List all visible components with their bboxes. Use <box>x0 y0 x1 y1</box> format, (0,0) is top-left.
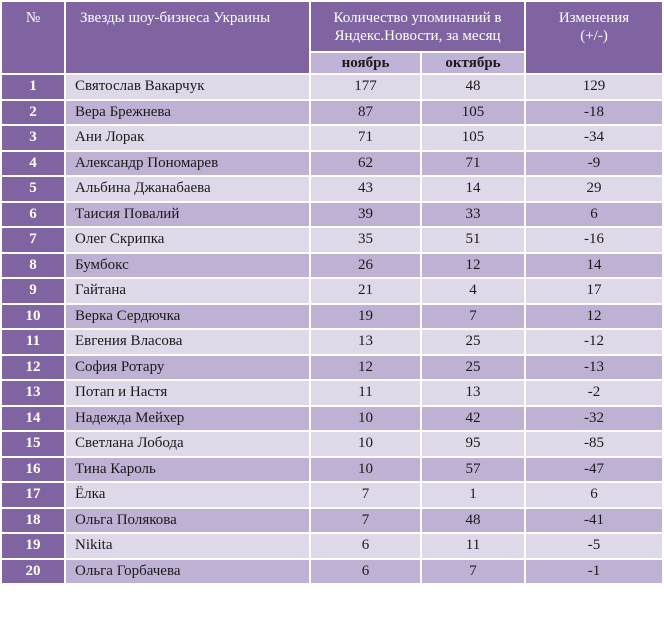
row-number: 6 <box>1 202 65 228</box>
celebrity-name: Ёлка <box>65 482 310 508</box>
table-row <box>1 125 663 151</box>
mentions-november: 10 <box>310 431 421 457</box>
table-row <box>1 559 663 585</box>
row-number: 2 <box>1 100 65 126</box>
celebrity-name: София Ротару <box>65 355 310 381</box>
mentions-november: 11 <box>310 380 421 406</box>
mentions-change: 129 <box>525 74 663 100</box>
celebrity-name: Святослав Вакарчук <box>65 74 310 100</box>
mentions-change: 6 <box>525 482 663 508</box>
celebrity-name: Ани Лорак <box>65 125 310 151</box>
mentions-change: -5 <box>525 533 663 559</box>
celebrity-name: Александр Пономарев <box>65 151 310 177</box>
mentions-november: 21 <box>310 278 421 304</box>
row-number: 8 <box>1 253 65 279</box>
celebrity-name: Nikita <box>65 533 310 559</box>
table-row <box>1 176 663 202</box>
table-row <box>1 202 663 228</box>
mentions-november: 71 <box>310 125 421 151</box>
celebrity-name: Ольга Полякова <box>65 508 310 534</box>
mentions-november: 13 <box>310 329 421 355</box>
mentions-november: 7 <box>310 508 421 534</box>
mentions-november: 10 <box>310 406 421 432</box>
table-row <box>1 304 663 330</box>
mentions-october: 4 <box>421 278 525 304</box>
header-mentions-line1: Количество упоминаний в <box>333 10 502 26</box>
table-row <box>1 380 663 406</box>
celebrity-name: Евгения Власова <box>65 329 310 355</box>
mentions-change: 12 <box>525 304 663 330</box>
row-number: 9 <box>1 278 65 304</box>
mentions-change: -85 <box>525 431 663 457</box>
row-number: 4 <box>1 151 65 177</box>
subheader-october: октябрь <box>421 52 525 74</box>
mentions-change: 6 <box>525 202 663 228</box>
mentions-change: -2 <box>525 380 663 406</box>
row-number: 19 <box>1 533 65 559</box>
row-number: 11 <box>1 329 65 355</box>
celebrity-name: Гайтана <box>65 278 310 304</box>
mentions-november: 6 <box>310 559 421 585</box>
table-row <box>1 151 663 177</box>
celebrity-name: Тина Кароль <box>65 457 310 483</box>
mentions-october: 7 <box>421 304 525 330</box>
mentions-october: 25 <box>421 329 525 355</box>
table-row <box>1 74 663 100</box>
celebrity-name: Светлана Лобода <box>65 431 310 457</box>
header-number: № <box>1 1 65 74</box>
row-number: 17 <box>1 482 65 508</box>
row-number: 5 <box>1 176 65 202</box>
table-body <box>1 74 663 584</box>
header-celebrity-name: Звезды шоу-бизнеса Украины <box>65 1 310 74</box>
row-number: 3 <box>1 125 65 151</box>
mentions-november: 43 <box>310 176 421 202</box>
celebrity-name: Олег Скрипка <box>65 227 310 253</box>
mentions-november: 39 <box>310 202 421 228</box>
mentions-change: -32 <box>525 406 663 432</box>
mentions-october: 71 <box>421 151 525 177</box>
mentions-change: -1 <box>525 559 663 585</box>
header-mentions <box>310 1 525 52</box>
celebrity-name: Альбина Джанабаева <box>65 176 310 202</box>
mentions-change: -47 <box>525 457 663 483</box>
table-row <box>1 329 663 355</box>
mentions-november: 26 <box>310 253 421 279</box>
row-number: 13 <box>1 380 65 406</box>
mentions-october: 48 <box>421 74 525 100</box>
table-row <box>1 533 663 559</box>
table-row <box>1 253 663 279</box>
table-row <box>1 508 663 534</box>
mentions-change: -13 <box>525 355 663 381</box>
row-number: 18 <box>1 508 65 534</box>
mentions-november: 7 <box>310 482 421 508</box>
celebrity-name: Таисия Повалий <box>65 202 310 228</box>
mentions-october: 33 <box>421 202 525 228</box>
table-row <box>1 406 663 432</box>
mentions-november: 35 <box>310 227 421 253</box>
mentions-change: -18 <box>525 100 663 126</box>
table-row <box>1 457 663 483</box>
mentions-november: 6 <box>310 533 421 559</box>
row-number: 14 <box>1 406 65 432</box>
celebrity-name: Потап и Настя <box>65 380 310 406</box>
header-change-line2: (+/-) <box>580 28 608 44</box>
row-number: 12 <box>1 355 65 381</box>
celebrity-name: Вера Брежнева <box>65 100 310 126</box>
table-row <box>1 100 663 126</box>
table-row <box>1 431 663 457</box>
mentions-november: 12 <box>310 355 421 381</box>
mentions-october: 14 <box>421 176 525 202</box>
mentions-october: 25 <box>421 355 525 381</box>
mentions-october: 1 <box>421 482 525 508</box>
mentions-october: 95 <box>421 431 525 457</box>
header-change-line1: Изменения <box>558 10 630 26</box>
row-number: 7 <box>1 227 65 253</box>
row-number: 15 <box>1 431 65 457</box>
mentions-november: 62 <box>310 151 421 177</box>
mentions-november: 10 <box>310 457 421 483</box>
header-mentions-line2: Яндекс.Новости, за месяц <box>334 28 501 44</box>
celebrity-name: Ольга Горбачева <box>65 559 310 585</box>
mentions-change: 14 <box>525 253 663 279</box>
table-row <box>1 278 663 304</box>
mentions-change: -41 <box>525 508 663 534</box>
mentions-change: 29 <box>525 176 663 202</box>
table-row <box>1 227 663 253</box>
mentions-change: -9 <box>525 151 663 177</box>
mentions-november: 19 <box>310 304 421 330</box>
mentions-october: 105 <box>421 125 525 151</box>
mentions-october: 51 <box>421 227 525 253</box>
mentions-october: 57 <box>421 457 525 483</box>
mentions-october: 13 <box>421 380 525 406</box>
mentions-october: 7 <box>421 559 525 585</box>
row-number: 1 <box>1 74 65 100</box>
mentions-change: -16 <box>525 227 663 253</box>
table-row <box>1 482 663 508</box>
mentions-october: 105 <box>421 100 525 126</box>
celebrity-name: Надежда Мейхер <box>65 406 310 432</box>
mentions-november: 87 <box>310 100 421 126</box>
row-number: 16 <box>1 457 65 483</box>
header-change <box>525 1 663 74</box>
mentions-change: 17 <box>525 278 663 304</box>
celebrity-name: Бумбокс <box>65 253 310 279</box>
mentions-october: 42 <box>421 406 525 432</box>
subheader-november: ноябрь <box>310 52 421 74</box>
celebrity-name: Верка Сердючка <box>65 304 310 330</box>
row-number: 20 <box>1 559 65 585</box>
mentions-change: -34 <box>525 125 663 151</box>
mentions-october: 48 <box>421 508 525 534</box>
mentions-october: 11 <box>421 533 525 559</box>
mentions-october: 12 <box>421 253 525 279</box>
table-row <box>1 355 663 381</box>
mentions-change: -12 <box>525 329 663 355</box>
mentions-november: 177 <box>310 74 421 100</box>
row-number: 10 <box>1 304 65 330</box>
